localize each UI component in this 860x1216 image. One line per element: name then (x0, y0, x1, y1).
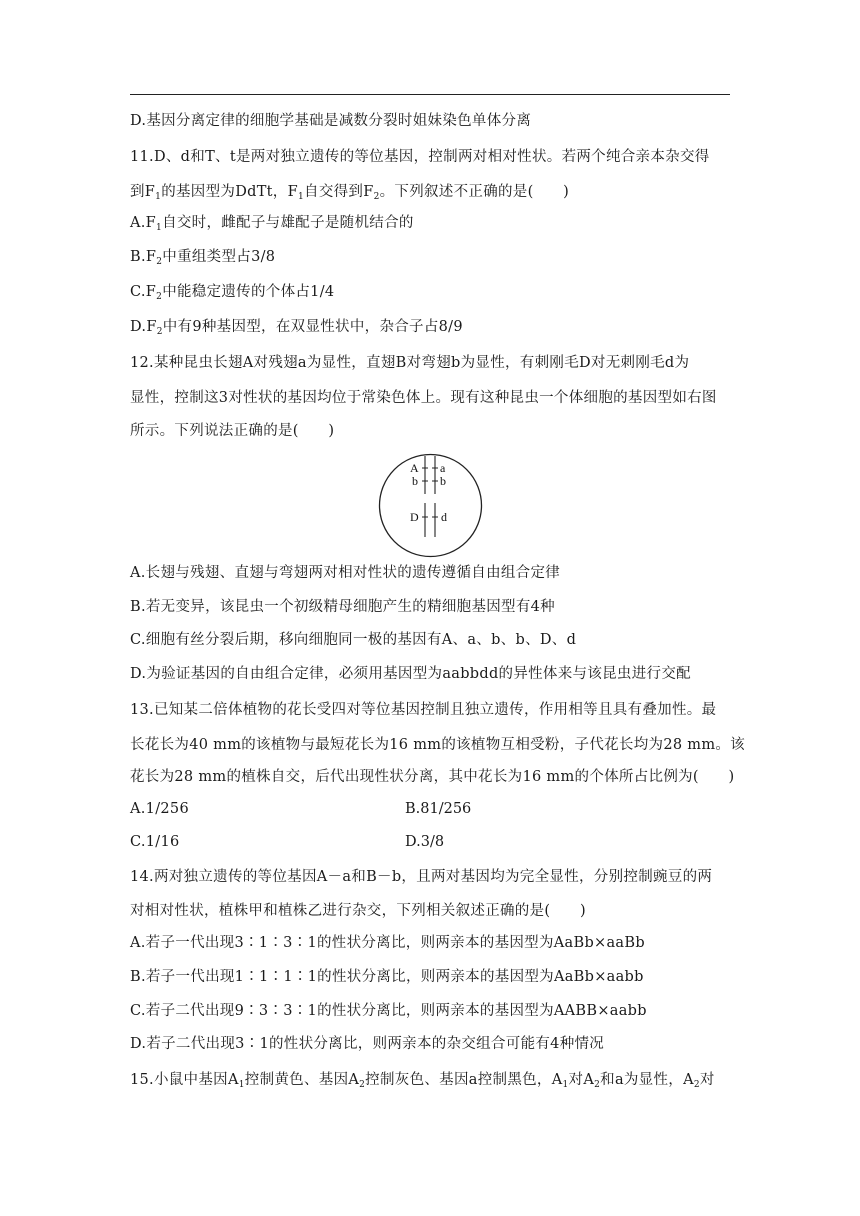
q13-option-a: A.1/256 (130, 801, 189, 817)
q12-option-b: B.若无变异，该昆虫一个初级精母细胞产生的精细胞基因型有4种 (130, 599, 555, 615)
gene-label-A: A (410, 461, 419, 475)
q13-stem-line3: 花长为28 mm的植株自交，后代出现性状分离，其中花长为16 mm的个体所占比例为( ) (130, 769, 735, 785)
q14-option-d: D.若子二代出现3∶1的性状分离比，则两亲本的杂交组合可能有4种情况 (130, 1036, 605, 1052)
q14-option-a: A.若子一代出现3∶1∶3∶1的性状分离比，则两亲本的基因型为AaBb×aaBb (130, 935, 645, 951)
cell-genotype-figure (378, 453, 483, 558)
gene-label-D: D (410, 510, 419, 524)
q12-stem-line1: 12.某种昆虫长翅A对残翅a为显性，直翅B对弯翅b为显性，有刺刚毛D对无刺刚毛d为 (130, 355, 690, 371)
header-rule (130, 94, 730, 95)
q12-stem-line3: 所示。下列说法正确的是( ) (130, 423, 335, 439)
q12-option-d: D.为验证基因的自由组合定律，必须用基因型为aabbdd的异性体来与该昆虫进行交配 (130, 666, 691, 682)
q11-stem-line1: 11.D、d和T、t是两对独立遗传的等位基因，控制两对相对性状。若两个纯合亲本杂交得 (130, 149, 710, 165)
q11-option-d: $D.F_2$中有9种基因型，在双显性状中，杂合子占8/9 (130, 319, 463, 337)
gene-label-d: d (441, 510, 447, 524)
gene-label-b-right: b (440, 474, 446, 488)
gene-label-a: a (440, 461, 446, 475)
q13-stem-line2: 长花长为40 mm的该植物与最短花长为16 mm的该植物互相受粉，子代花长均为28 mm。该 (130, 737, 745, 753)
gene-label-b-left: b (412, 474, 418, 488)
q13-option-b: B.81/256 (405, 801, 472, 817)
q13-option-c: C.1/16 (130, 834, 180, 850)
q12-option-a: A.长翅与残翅、直翅与弯翅两对相对性状的遗传遵循自由组合定律 (130, 565, 561, 581)
q13-stem-line1: 13.已知某二倍体植物的花长受四对等位基因控制且独立遗传，作用相等且具有叠加性。最 (130, 702, 717, 718)
q14-option-b: B.若子一代出现1∶1∶1∶1的性状分离比，则两亲本的基因型为AaBb×aabb (130, 969, 644, 985)
q12-option-c: C.细胞有丝分裂后期，移向细胞同一极的基因有A、a、b、b、D、d (130, 632, 577, 648)
q14-stem-line1: 14.两对独立遗传的等位基因A－a和B－b，且两对基因均为完全显性，分别控制豌豆的两 (130, 869, 713, 885)
q11-option-c: $C.F_2$中能稳定遗传的个体占1/4 (130, 284, 335, 302)
q14-stem-line2: 对相对性状，植株甲和植株乙进行杂交，下列相关叙述正确的是( ) (130, 903, 586, 919)
q12-stem-line2: 显性，控制这3对性状的基因均位于常染色体上。现有这种昆虫一个体细胞的基因型如右图 (130, 390, 717, 406)
q15-stem-line1: 15.小鼠中基因$A_1$控制黄色、基因$A_2$控制灰色、基因a控制黑色，$A_1$对$A_2$和a为显性，$A_2$对 (130, 1072, 715, 1090)
cell-circle (380, 455, 482, 557)
q13-option-d: D.3/8 (405, 834, 445, 850)
q11-stem-line2: 到$F_1$的基因型为DdTt，$F_1$自交得到$F_2$。下列叙述不正确的是( ) (130, 184, 570, 202)
q11-option-a: $A.F_1$自交时，雌配子与雄配子是随机结合的 (130, 215, 414, 233)
q11-option-b: $B.F_2$中重组类型占3/8 (130, 249, 276, 267)
q10-option-d: D.基因分离定律的细胞学基础是减数分裂时姐妹染色单体分离 (130, 113, 532, 129)
q14-option-c: C.若子二代出现9∶3∶3∶1的性状分离比，则两亲本的基因型为AABB×aabb (130, 1003, 647, 1019)
